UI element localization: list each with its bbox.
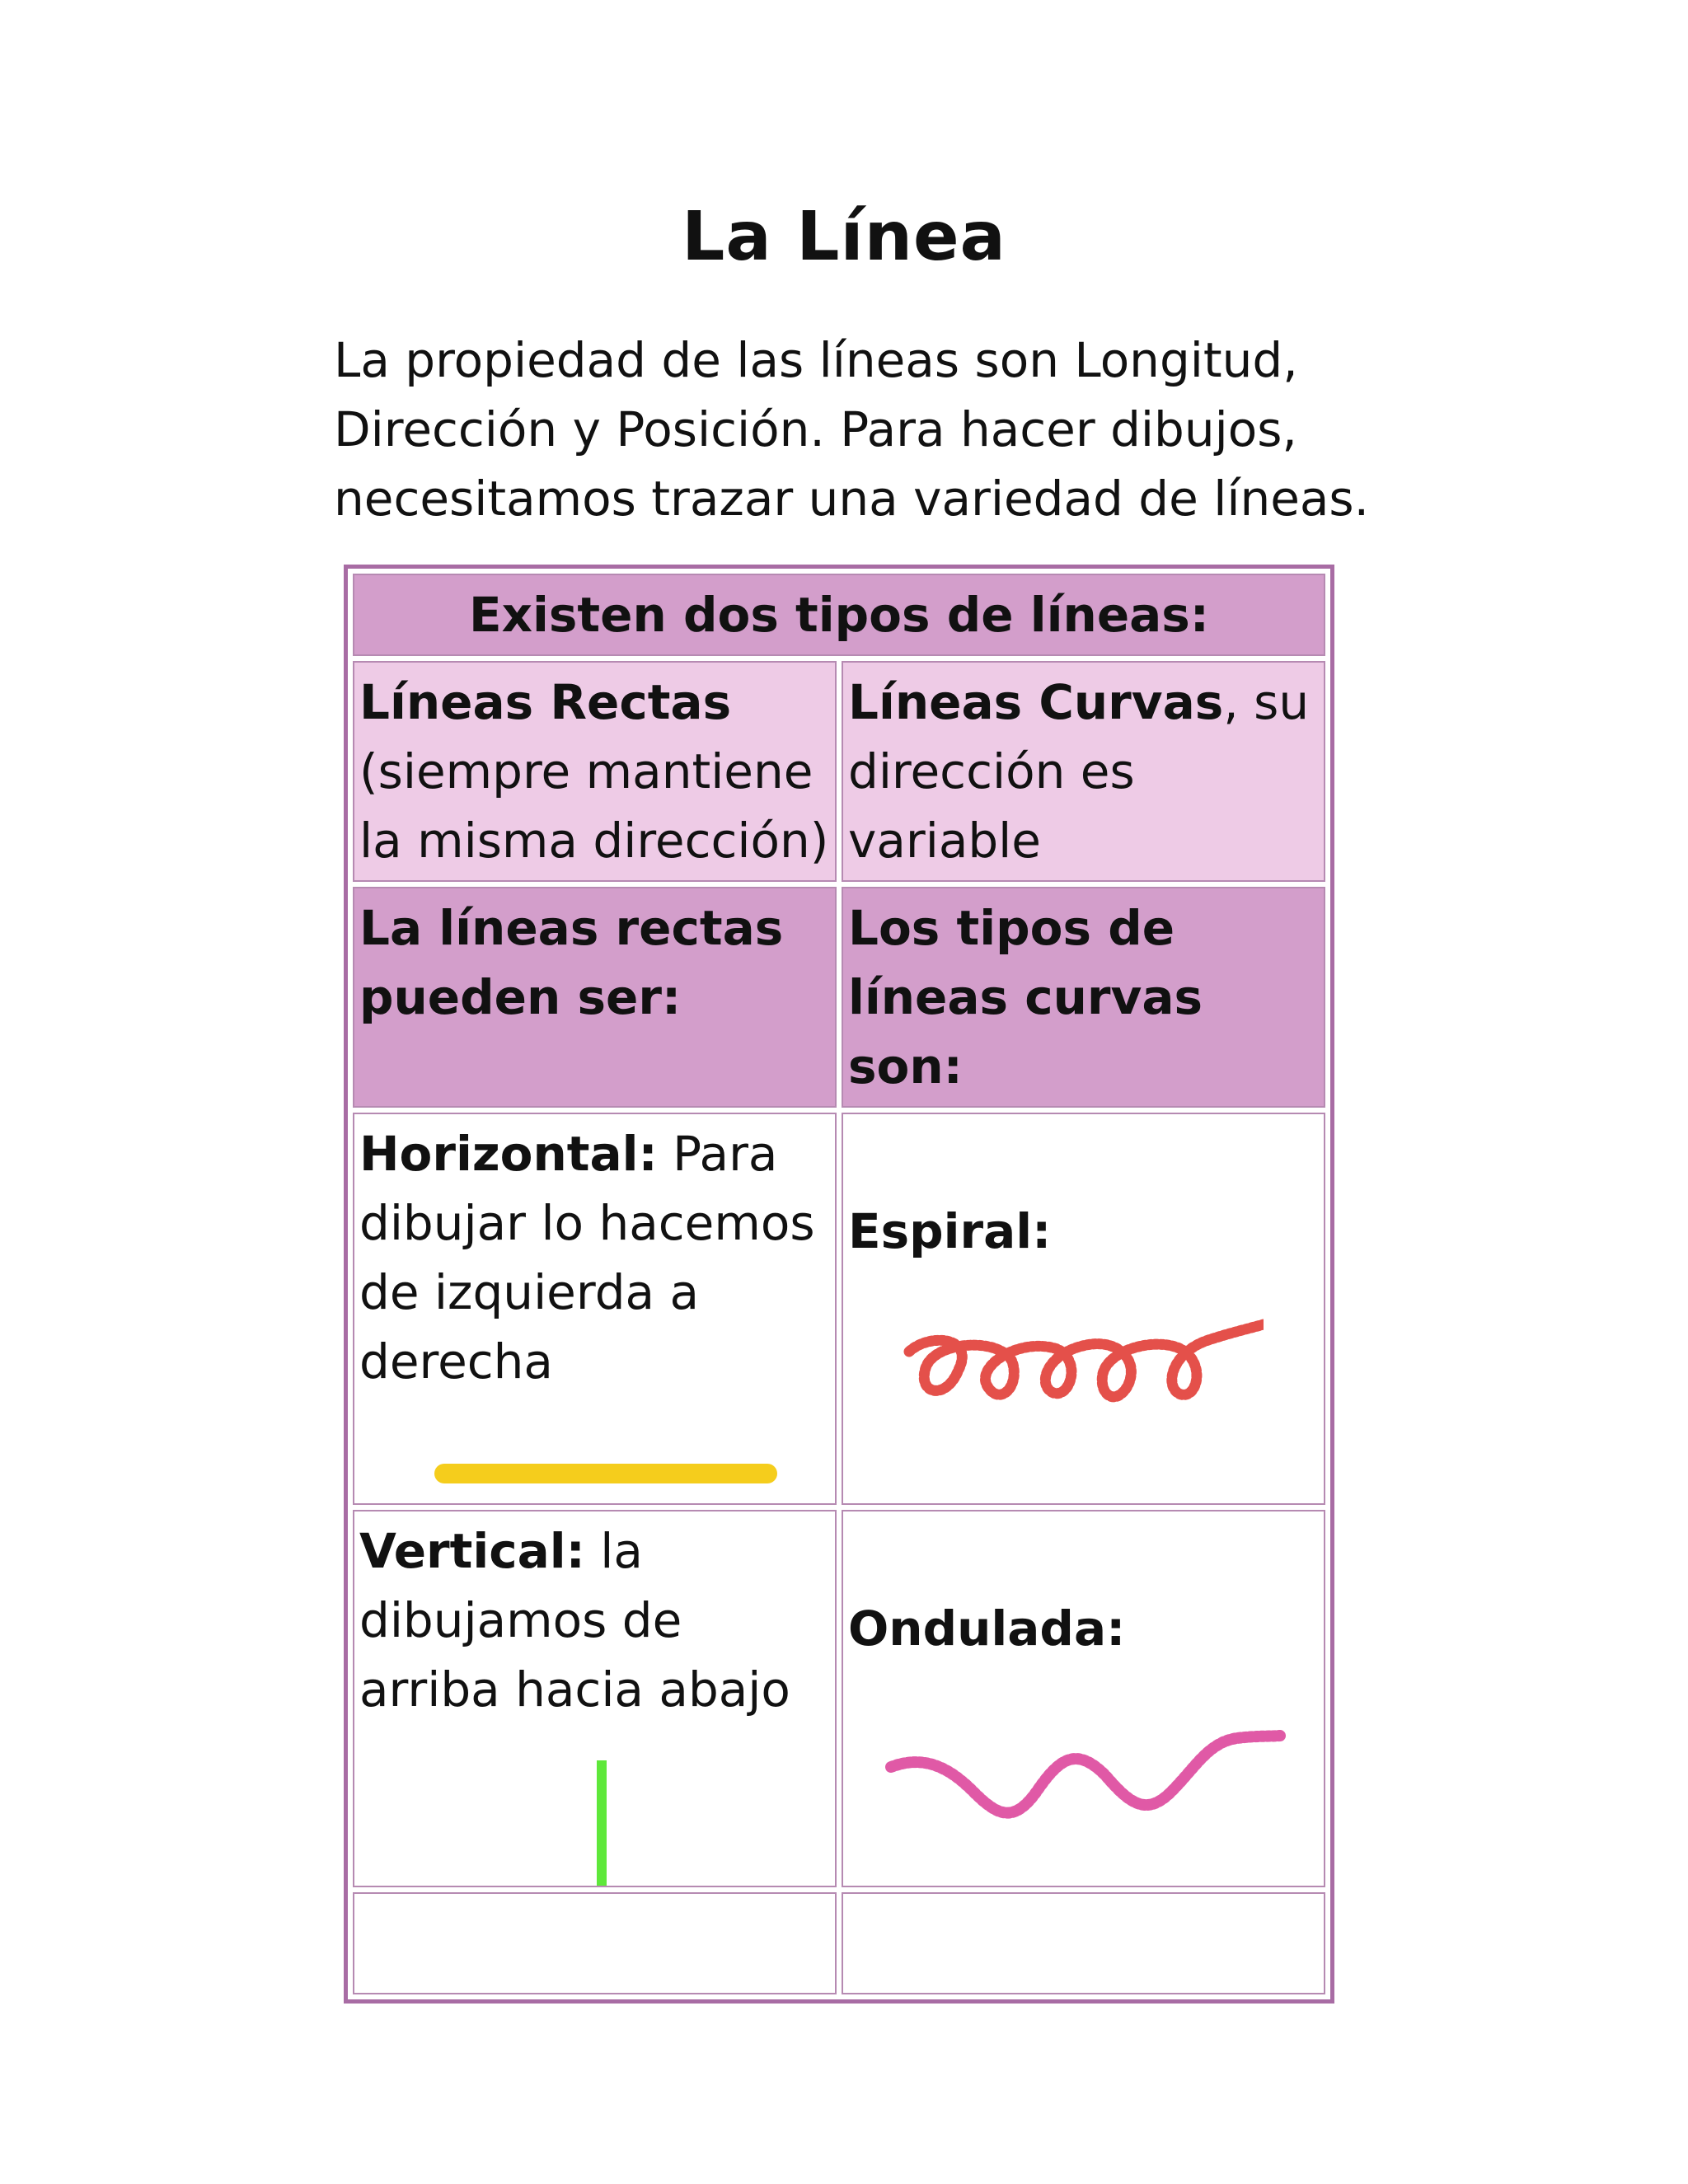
horizontal-desc: Para dibujar lo hacemos de izquierda a derecha: [359, 1126, 815, 1390]
line-types-row: [353, 661, 1325, 882]
spiral-line-illustration: [893, 1304, 1264, 1427]
wavy-line-illustration: [883, 1709, 1287, 1833]
spiral-term: Espiral:: [848, 1203, 1052, 1259]
curved-subheader-label: Los tipos de líneas curvas son:: [848, 900, 1203, 1094]
line-types-table: [344, 565, 1334, 2004]
straight-lines-desc: (siempre mantiene la misma dirección): [359, 743, 829, 869]
vertical-wavy-row: [353, 1510, 1325, 1887]
horizontal-spiral-row: [353, 1113, 1325, 1505]
straight-lines-cell: [353, 661, 837, 882]
vertical-line-illustration: [593, 1759, 610, 1887]
curved-lines-cell: [842, 661, 1325, 882]
vertical-cell: [353, 1510, 837, 1887]
straight-subheader-label: La líneas rectas pueden ser:: [359, 900, 784, 1025]
vertical-desc: la dibujamos de arriba hacia abajo: [359, 1523, 790, 1718]
table-header-row: [353, 574, 1325, 656]
straight-subheader-cell: [353, 887, 837, 1108]
curved-subheader-cell: [842, 887, 1325, 1108]
table-header-label: Existen dos tipos de líneas:: [468, 587, 1210, 643]
vertical-term: Vertical:: [359, 1523, 585, 1579]
curved-lines-term: Líneas Curvas: [848, 674, 1224, 730]
horizontal-line-illustration: [433, 1457, 779, 1490]
page-title: La Línea: [682, 198, 1006, 276]
empty-row: [353, 1892, 1325, 1994]
table-header-cell: [353, 574, 1325, 656]
wavy-cell: [842, 1510, 1325, 1887]
empty-cell-left: [353, 1892, 837, 1994]
subheader-row: [353, 887, 1325, 1108]
empty-cell-right: [842, 1892, 1325, 1994]
horizontal-term: Horizontal:: [359, 1126, 658, 1182]
curved-lines-desc: , su dirección es variable: [848, 674, 1310, 869]
straight-lines-term: Líneas Rectas: [359, 674, 732, 730]
wavy-term: Ondulada:: [848, 1601, 1126, 1657]
spiral-cell: [842, 1113, 1325, 1505]
intro-paragraph: La propiedad de las líneas son Longitud, Dirección y Posición. Para hacer dibujos, necesitamos trazar una variedad de líneas.: [334, 332, 1370, 527]
horizontal-cell: [353, 1113, 837, 1505]
